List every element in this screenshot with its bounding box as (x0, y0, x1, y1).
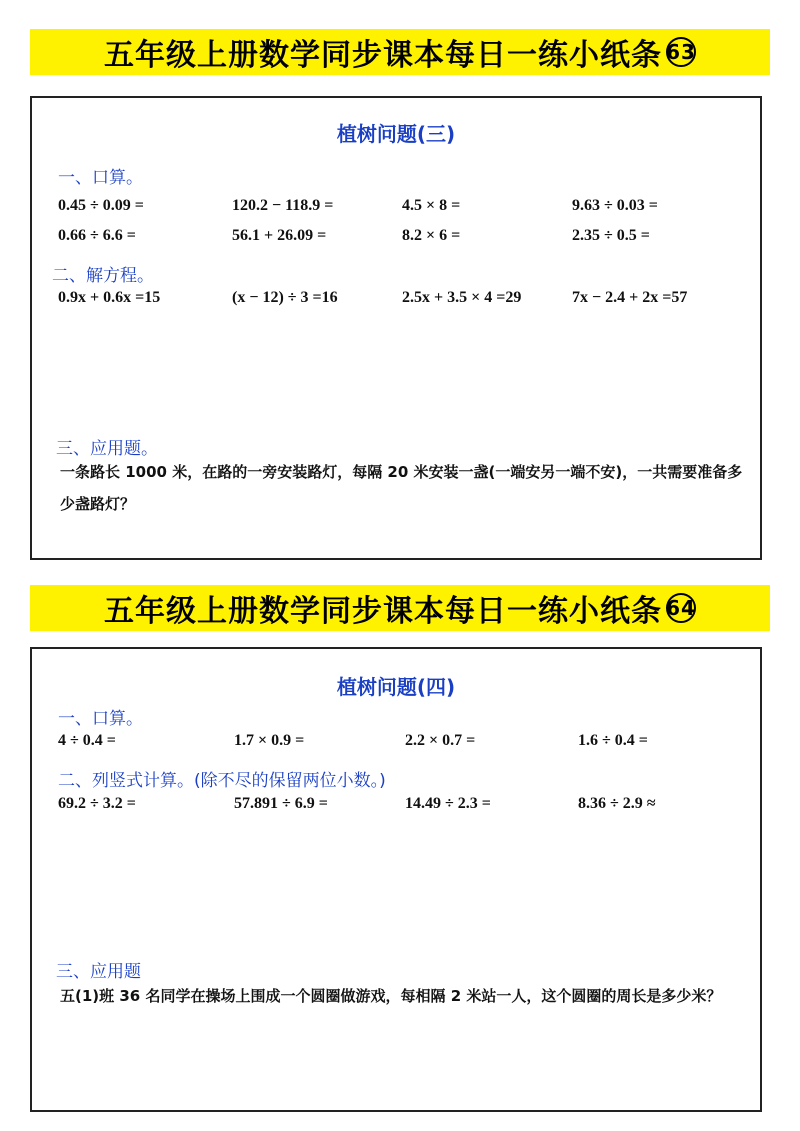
section-oral-heading: 一、口算。 (58, 168, 143, 188)
equation-item: (x − 12) ÷ 3 =16 (232, 289, 338, 306)
oral-item: 9.63 ÷ 0.03 = (572, 197, 658, 214)
vertical-item: 57.891 ÷ 6.9 = (234, 795, 328, 812)
section-application-heading: 三、应用题。 (56, 439, 158, 459)
oral-item: 2.2 × 0.7 = (405, 732, 476, 749)
oral-item: 2.35 ÷ 0.5 = (572, 227, 650, 244)
oral-item: 4 ÷ 0.4 = (58, 732, 116, 749)
section-equation-heading: 二、解方程。 (52, 266, 154, 286)
section-application-heading: 三、应用题 (56, 962, 141, 982)
banner-title: 五年级上册数学同步课本每日一练小纸条 (104, 594, 662, 629)
banner-title: 五年级上册数学同步课本每日一练小纸条 (104, 38, 662, 73)
number-badge: 64 (666, 593, 696, 623)
oral-item: 1.7 × 0.9 = (234, 732, 305, 749)
vertical-item: 69.2 ÷ 3.2 = (58, 795, 136, 812)
oral-item: 1.6 ÷ 0.4 = (578, 732, 648, 749)
equation-item: 7x − 2.4 + 2x =57 (572, 289, 688, 306)
worksheet-title: 植树问题(三) (336, 122, 456, 146)
worksheet-card-64 (30, 647, 762, 1112)
application-problem: 一条路长 1000 米，在路的一旁安装路灯，每隔 20 米安装一盏(一端安另一端不安)，一共需要准备多少盏路灯？ (60, 463, 743, 513)
oral-item: 120.2 − 118.9 = (232, 197, 334, 214)
vertical-item: 14.49 ÷ 2.3 = (405, 795, 491, 812)
banner-63 (30, 29, 770, 75)
application-problem: 五(1)班 36 名同学在操场上围成一个圆圈做游戏，每相隔 2 米站一人，这个圆圈的周长是多少米？ (60, 987, 722, 1005)
oral-item: 4.5 × 8 = (402, 197, 461, 214)
oral-item: 8.2 × 6 = (402, 227, 461, 244)
oral-item: 0.66 ÷ 6.6 = (58, 227, 136, 244)
vertical-item: 8.36 ÷ 2.9 ≈ (578, 795, 656, 812)
equation-item: 2.5x + 3.5 × 4 =29 (402, 289, 522, 306)
worksheet-title: 植树问题(四) (336, 675, 456, 699)
banner-64 (30, 585, 770, 631)
oral-item: 56.1 + 26.09 = (232, 227, 327, 244)
section-oral-heading: 一、口算。 (58, 709, 143, 729)
equation-item: 0.9x + 0.6x =15 (58, 289, 161, 306)
worksheet-card-63 (30, 96, 762, 560)
section-vertical-heading: 二、列竖式计算。(除不尽的保留两位小数。) (58, 771, 386, 791)
oral-item: 0.45 ÷ 0.09 = (58, 197, 144, 214)
number-badge: 63 (666, 37, 696, 67)
